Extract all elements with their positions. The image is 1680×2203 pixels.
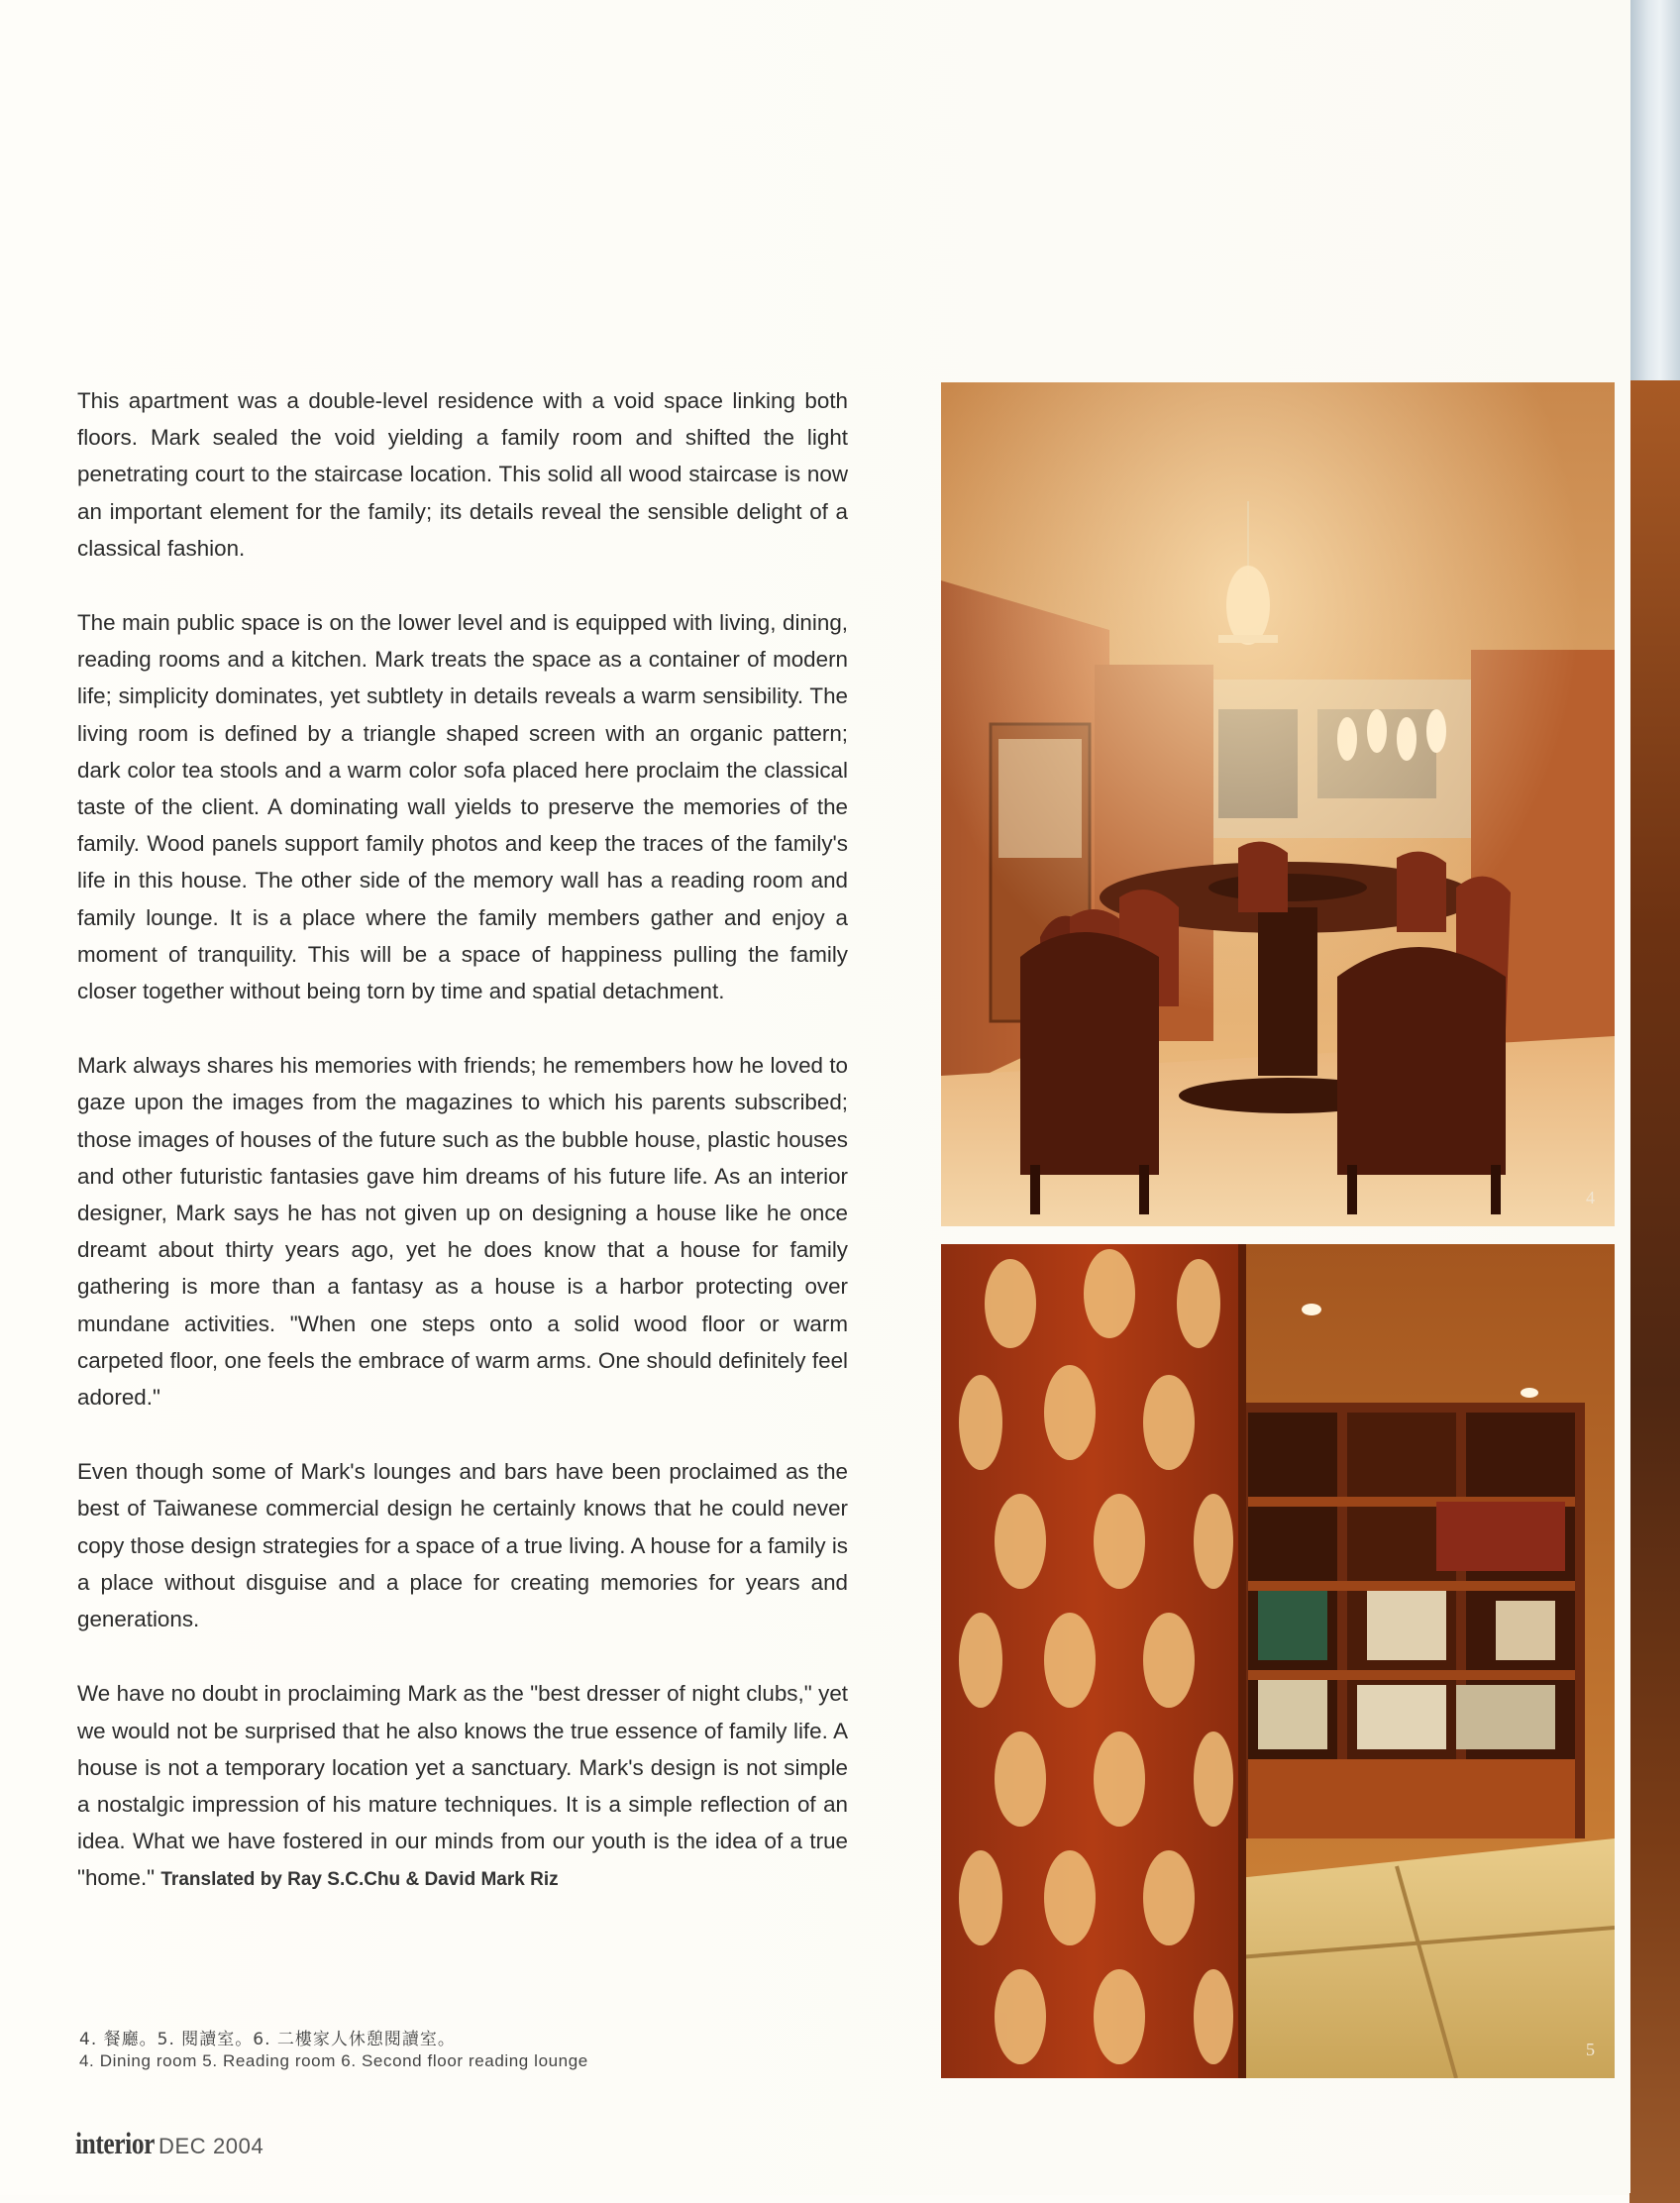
- article-paragraph: This apartment was a double-level residence with a void space linking both floors. Mark sealed the void yielding a family room and shifted the light penetrating court to the staircase location. This solid all wood staircase is now an important element for the family; its details reveal the sensible delight of a classical fashion.: [77, 388, 848, 561]
- article-paragraph: Even though some of Mark's lounges and bars have been proclaimed as the best of Taiwanese commercial design he certainly knows that he could never copy those design strategies for a space of a true living. A house for a family is a place without disguise and a place for creating memories for years and generations.: [77, 1459, 848, 1632]
- article-body: [77, 382, 848, 1899]
- last-paragraph-text: We have no doubt in proclaiming Mark as the "best dresser of night clubs," yet we would not be surprised that he also knows the true essence of family life. A house is not a temporary location yet a sanctuary. Mark's design is not simple a nostalgic impression of his mature techniques. It is a simple reflection of an idea. What we have fostered in our minds from our youth is the idea of a true "home.": [77, 1681, 848, 1891]
- photo-captions: [79, 2029, 773, 2072]
- article-paragraph-last: [77, 1675, 848, 1898]
- translator-credit: Translated by Ray S.C.Chu & David Mark Riz: [160, 1869, 559, 1891]
- issue-date: DEC 2004: [158, 2134, 264, 2158]
- gutter: [1615, 380, 1630, 2193]
- caption-chinese: 4. 餐廳。5. 閱讀室。6. 二樓家人休憩閱讀室。: [79, 2030, 456, 2049]
- photo-number: 4: [1586, 1188, 1595, 1207]
- adjacent-page-photo: [1629, 380, 1680, 2203]
- caption-english: 4. Dining room 5. Reading room 6. Second floor reading lounge: [79, 2051, 588, 2070]
- photo-dining-room: [941, 382, 1615, 1226]
- photo-number: 5: [1586, 2040, 1595, 2059]
- article-paragraph: The main public space is on the lower level and is equipped with living, dining, reading rooms and a kitchen. Mark treats the space as a container of modern life; simplicity dominates, yet subtlety in details reveals a warm sensibility. The living room is defined by a triangle shaped screen with an organic pattern; dark color tea stools and a warm color sofa placed here proclaim the classical taste of the client. A dominating wall yields to preserve the memories of the family. Wood panels support family photos and keep the traces of the family's life in this house. The other side of the memory wall has a reading room and family lounge. It is a place where the family members gather and enjoy a moment of tranquility. This will be a space of happiness pulling the family closer together without being torn by time and spatial detachment.: [77, 610, 848, 1004]
- photo-reading-room: [941, 1244, 1615, 2078]
- article-paragraph: Mark always shares his memories with friends; he remembers how he loved to gaze upon the images from the magazines to which his parents subscribed; those images of houses of the future such as the bubble house, plastic houses and other futuristic fantasies gave him dreams of his future life. As an interior designer, Mark says he has not given up on designing a house like he once dreamt about thirty years ago, yet he does know that a house for family gathering is more than a fantasy as a house is a harbor protecting over mundane activities. "When one steps onto a solid wood floor or warm carpeted floor, one feels the embrace of warm arms. One should definitely feel adored.": [77, 1053, 848, 1411]
- magazine-logo: interior: [75, 2126, 156, 2160]
- page-footer: [75, 2126, 263, 2161]
